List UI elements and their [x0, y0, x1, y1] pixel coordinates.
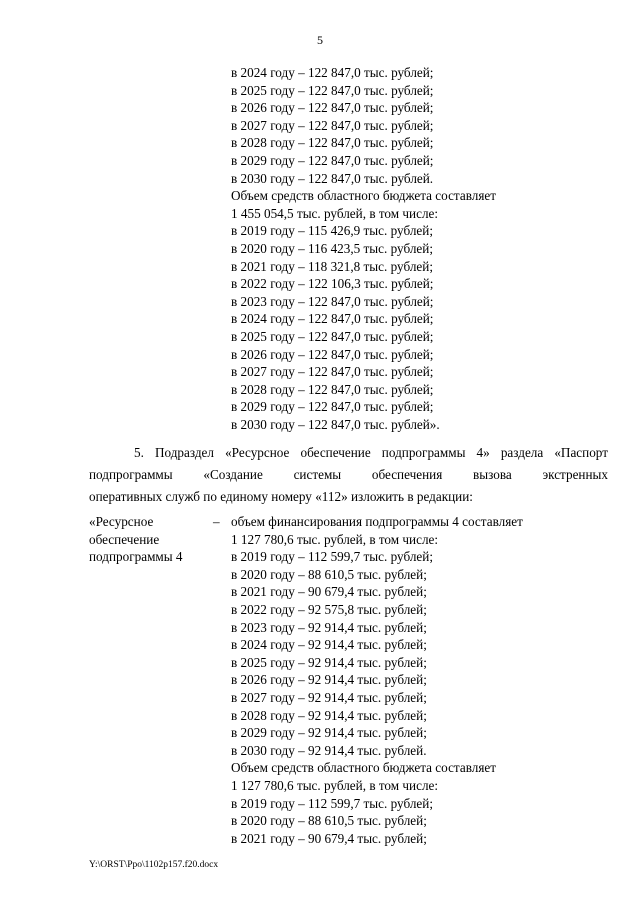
label-dash: – — [213, 514, 220, 529]
text-line: в 2024 году – 122 847,0 тыс. рублей; — [231, 65, 434, 80]
text-line: Объем средств областного бюджета составляет — [231, 760, 497, 776]
text-line: в 2030 году – 92 914,4 тыс. рублей. — [231, 742, 427, 758]
text-line: 1 455 054,5 тыс. рублей, в том числе: — [231, 205, 439, 221]
text-line: в 2028 году – 122 847,0 тыс. рублей; — [231, 135, 434, 151]
footer-file-path: Y:\ORST\Ppo\1102p157.f20.docx — [89, 860, 219, 870]
text-line: в 2026 году – 122 847,0 тыс. рублей; — [231, 100, 434, 116]
text-line: в 2027 году – 122 847,0 тыс. рублей; — [231, 117, 434, 133]
text-line: в 2019 году – 115 426,9 тыс. рублей; — [231, 223, 433, 239]
funding-list-subprogram-4 — [231, 513, 611, 847]
text-line: объем финансирования подпрограммы 4 составляет — [231, 514, 523, 529]
label-line: подпрограммы 4 — [89, 549, 183, 565]
text-line: в 2025 году – 122 847,0 тыс. рублей; — [231, 328, 434, 344]
text-line: в 2019 году – 112 599,7 тыс. рублей; — [231, 549, 433, 565]
paragraph-line: подпрограммы «Создание системы обеспечения вызова экстренных — [89, 467, 608, 482]
text-line: в 2023 году – 92 914,4 тыс. рублей; — [231, 619, 427, 635]
text-line: в 2019 году – 112 599,7 тыс. рублей; — [231, 795, 433, 811]
text-line: в 2028 году – 92 914,4 тыс. рублей; — [231, 707, 427, 723]
text-line: в 2025 году – 122 847,0 тыс. рублей; — [231, 82, 434, 98]
text-line: в 2027 году – 92 914,4 тыс. рублей; — [231, 689, 427, 705]
text-line: в 2023 году – 122 847,0 тыс. рублей; — [231, 293, 434, 309]
text-line: Объем средств областного бюджета составляет — [231, 188, 497, 204]
text-line: в 2020 году – 88 610,5 тыс. рублей; — [231, 566, 427, 582]
resource-label — [89, 513, 214, 566]
text-line: в 2029 году – 92 914,4 тыс. рублей; — [231, 725, 427, 741]
paragraph-line: оперативных служб по единому номеру «112» изложить в редакции: — [89, 489, 473, 504]
text-line: в 2021 году – 90 679,4 тыс. рублей; — [231, 584, 427, 600]
paragraph-5 — [89, 442, 608, 508]
text-line: в 2027 году – 122 847,0 тыс. рублей; — [231, 364, 434, 380]
text-line: в 2024 году – 92 914,4 тыс. рублей; — [231, 637, 427, 653]
label-line: обеспечение — [89, 531, 160, 547]
text-line: в 2030 году – 122 847,0 тыс. рублей». — [231, 416, 440, 432]
text-line: в 2029 году – 122 847,0 тыс. рублей; — [231, 399, 434, 415]
text-line: в 2025 году – 92 914,4 тыс. рублей; — [231, 654, 427, 670]
funding-list-continued — [231, 64, 611, 433]
text-line: в 2028 году – 122 847,0 тыс. рублей; — [231, 381, 434, 397]
text-line: в 2020 году – 88 610,5 тыс. рублей; — [231, 813, 427, 829]
text-line: в 2030 году – 122 847,0 тыс. рублей. — [231, 170, 434, 186]
paragraph-line: 5. Подраздел «Ресурсное обеспечение подпрограммы 4» раздела «Паспорт — [134, 445, 608, 460]
text-line: в 2022 году – 92 575,8 тыс. рублей; — [231, 601, 427, 617]
text-line: 1 127 780,6 тыс. рублей, в том числе: — [231, 777, 439, 793]
text-line: в 2021 году – 90 679,4 тыс. рублей; — [231, 830, 427, 846]
label-line: «Ресурсное — [89, 514, 154, 529]
text-line: в 2021 году – 118 321,8 тыс. рублей; — [231, 258, 433, 274]
text-line: в 2020 году – 116 423,5 тыс. рублей; — [231, 240, 433, 256]
text-line: в 2026 году – 92 914,4 тыс. рублей; — [231, 672, 427, 688]
text-line: 1 127 780,6 тыс. рублей, в том числе: — [231, 531, 439, 547]
text-line: в 2026 году – 122 847,0 тыс. рублей; — [231, 346, 434, 362]
text-line: в 2024 году – 122 847,0 тыс. рублей; — [231, 311, 434, 327]
page-number: 5 — [317, 33, 323, 47]
text-line: в 2029 году – 122 847,0 тыс. рублей; — [231, 152, 434, 168]
text-line: в 2022 году – 122 106,3 тыс. рублей; — [231, 276, 434, 292]
